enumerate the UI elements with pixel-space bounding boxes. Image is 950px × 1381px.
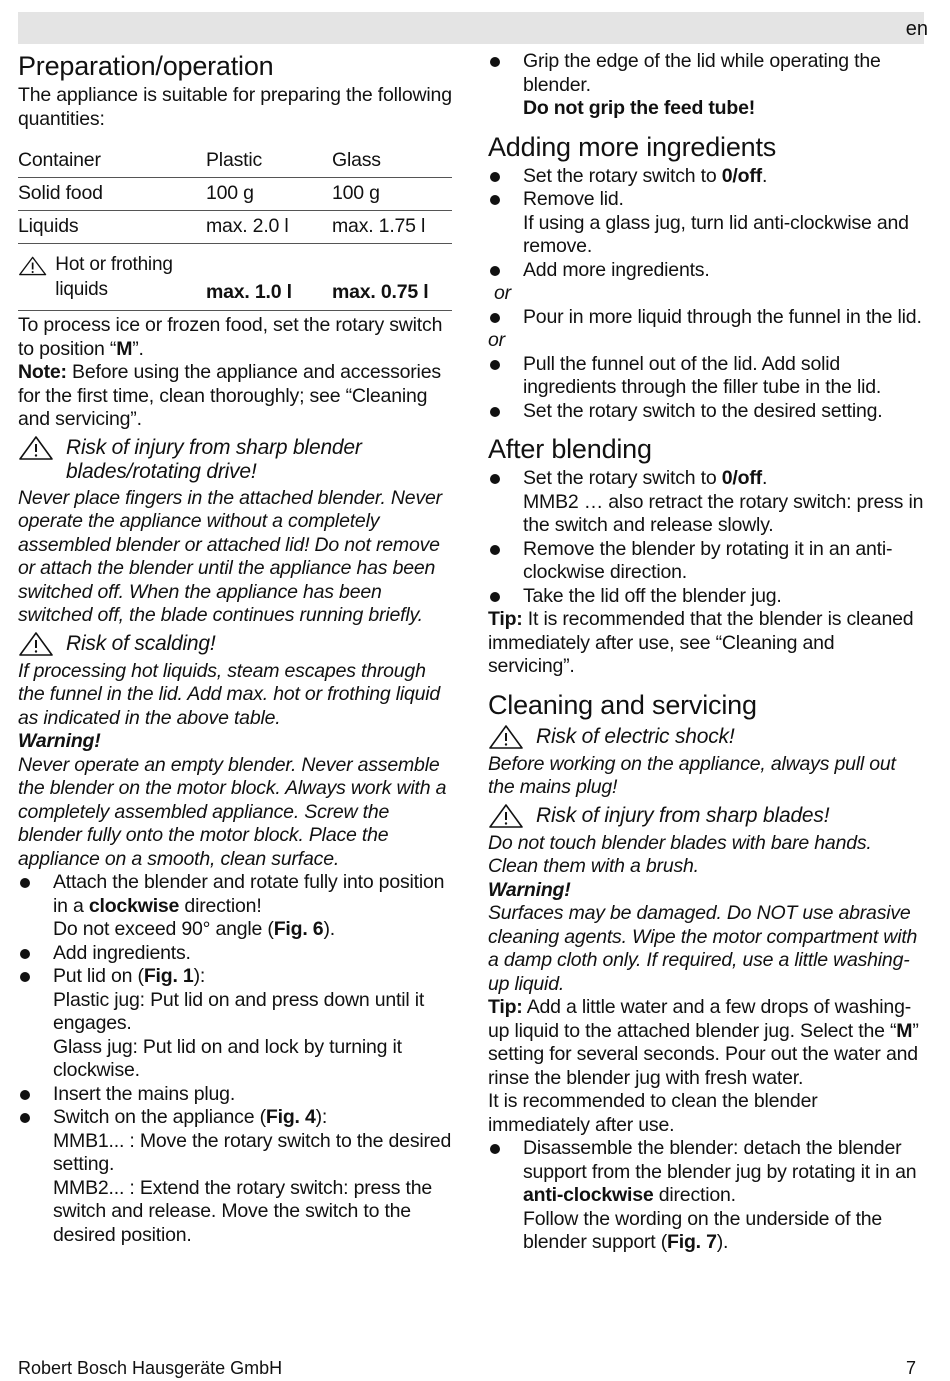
page-number: 7 bbox=[905, 1358, 916, 1378]
warning-label: Warning! bbox=[488, 878, 571, 901]
footer-company: Robert Bosch Hausgeräte GmbH bbox=[18, 1358, 283, 1378]
warning-icon bbox=[488, 803, 524, 829]
table-cell: max. 2.0 l bbox=[206, 211, 332, 244]
list-item: Pull the funnel out of the lid. Add solid ingredients through the filler tube in the lid. bbox=[488, 353, 924, 400]
warning-icon bbox=[18, 254, 47, 278]
note-paragraph: Note: Before using the appliance and accessories for the first time, clean thoroughly; see “Cleaning and servicing”. bbox=[18, 361, 441, 430]
warning-heading-shock: Risk of electric shock! bbox=[488, 725, 924, 750]
language-code: en bbox=[905, 18, 928, 40]
intro-text: The appliance is suitable for preparing the following quantities: bbox=[18, 84, 452, 130]
list-item: Pour in more liquid through the funnel in the lid. bbox=[488, 306, 924, 330]
list-item: Remove lid. If using a glass jug, turn lid anti-clockwise and remove. bbox=[488, 188, 924, 259]
list-item: Attach the blender and rotate fully into position in a clockwise direction! Do not exceed 90° angle (Fig. 6). bbox=[18, 871, 452, 942]
table-header: Glass bbox=[332, 145, 452, 178]
after-steps bbox=[488, 467, 924, 608]
list-item: Insert the mains plug. bbox=[18, 1083, 452, 1107]
table-header: Container bbox=[18, 145, 206, 178]
or-separator: or bbox=[494, 282, 511, 304]
disassemble-steps bbox=[488, 1137, 924, 1255]
hot-liquids-label: Hot or frothing liquids bbox=[55, 254, 173, 300]
list-item: Add ingredients. bbox=[18, 942, 452, 966]
quantity-table bbox=[18, 145, 452, 311]
left-column bbox=[18, 50, 452, 1247]
section-title-preparation: Preparation/operation bbox=[18, 51, 274, 81]
adding-alt-steps bbox=[488, 353, 924, 424]
adding-steps bbox=[488, 165, 924, 283]
header-bar bbox=[18, 12, 924, 44]
warning-heading-sharp: Risk of injury from sharp blades! bbox=[488, 804, 924, 829]
ice-instruction: To process ice or frozen food, set the rotary switch to position “M”. bbox=[18, 314, 443, 360]
warning-icon bbox=[488, 724, 524, 750]
warning-text-scalding: If processing hot liquids, steam escapes through the funnel in the lid. Add max. hot or frothing liquid as indicated in the above table. bbox=[18, 659, 441, 729]
warning-text-surfaces: Surfaces may be damaged. Do NOT use abrasive cleaning agents. Wipe the motor compartment with a damp cloth only. If required, use a little washing-up liquid. bbox=[488, 902, 918, 995]
tip-paragraph: Tip: Add a little water and a few drops of washing-up liquid to the attached blender jug. Select the “M” setting for several seconds. Pour out the water and rinse the blender jug with fresh water. bbox=[488, 996, 919, 1089]
right-column bbox=[488, 50, 924, 1255]
table-cell: 100 g bbox=[206, 178, 332, 211]
list-item: Add more ingredients. bbox=[488, 259, 924, 283]
list-item: Grip the edge of the lid while operating the blender. Do not grip the feed tube! bbox=[488, 50, 924, 121]
table-cell: max. 0.75 l bbox=[332, 244, 452, 311]
or-separator: or bbox=[488, 329, 505, 351]
list-item: Switch on the appliance (Fig. 4): MMB1... : Move the rotary switch to the desired setting. MMB2... : Extend the rotary switch: press the switch and release. Move the switch to the desired position. bbox=[18, 1106, 452, 1247]
warning-heading-scalding: Risk of scalding! bbox=[18, 632, 452, 657]
list-item: Disassemble the blender: detach the blender support from the blender jug by rotating it in an anti-clockwise direction. Follow the wording on the underside of the blender support (Fig. 7). bbox=[488, 1137, 924, 1255]
list-item: Set the rotary switch to the desired setting. bbox=[488, 400, 924, 424]
table-cell: 100 g bbox=[332, 178, 452, 211]
list-item: Set the rotary switch to 0/off. bbox=[488, 165, 924, 189]
warning-text-blades: Never place fingers in the attached blender. Never operate the appliance without a completely assembled blender or attached lid! Do not remove or attach the blender until the appliance has been switched off. When the appliance has been switched off, the blade continues running briefly. bbox=[18, 486, 442, 626]
list-item: Put lid on (Fig. 1): Plastic jug: Put lid on and press down until it engages. Glass jug: Put lid on and lock by turning it clockwise. bbox=[18, 965, 452, 1083]
section-title-after: After blending bbox=[488, 434, 652, 464]
table-row bbox=[18, 211, 452, 244]
table-header: Plastic bbox=[206, 145, 332, 178]
table-cell: max. 1.75 l bbox=[332, 211, 452, 244]
warning-icon bbox=[18, 631, 54, 657]
list-item: Set the rotary switch to 0/off. MMB2 … also retract the rotary switch: press in the switch and release slowly. bbox=[488, 467, 924, 538]
table-cell: max. 1.0 l bbox=[206, 244, 332, 311]
table-row-hot bbox=[18, 244, 452, 311]
grip-list bbox=[488, 50, 924, 121]
warning-text: Never operate an empty blender. Never assemble the blender on the motor block. Always work with a completely assembled appliance. Screw the blender fully onto the motor block. Place the appliance on a smooth, clean surface. bbox=[18, 753, 447, 870]
list-item: Remove the blender by rotating it in an anti-clockwise direction. bbox=[488, 538, 924, 585]
warning-label: Warning! bbox=[18, 730, 101, 752]
operation-steps bbox=[18, 871, 452, 1247]
adding-alt-step bbox=[488, 306, 924, 330]
warning-text-shock: Before working on the appliance, always pull out the mains plug! bbox=[488, 752, 896, 798]
tip-paragraph: Tip: It is recommended that the blender is cleaned immediately after use, see “Cleaning and servicing”. bbox=[488, 608, 914, 677]
table-cell: Liquids bbox=[18, 211, 206, 244]
warning-heading-blades: Risk of injury from sharp blender blades/rotating drive! bbox=[18, 436, 452, 484]
table-header-row bbox=[18, 145, 452, 178]
table-cell bbox=[18, 244, 206, 311]
warning-text-sharp: Do not touch blender blades with bare hands. Clean them with a brush. bbox=[488, 831, 872, 877]
recommend-text: It is recommended to clean the blender immediately after use. bbox=[488, 1090, 818, 1136]
table-cell: Solid food bbox=[18, 178, 206, 211]
table-row bbox=[18, 178, 452, 211]
warning-icon bbox=[18, 435, 54, 461]
section-title-adding: Adding more ingredients bbox=[488, 131, 777, 162]
section-title-cleaning: Cleaning and servicing bbox=[488, 689, 757, 720]
list-item: Take the lid off the blender jug. bbox=[488, 585, 924, 609]
